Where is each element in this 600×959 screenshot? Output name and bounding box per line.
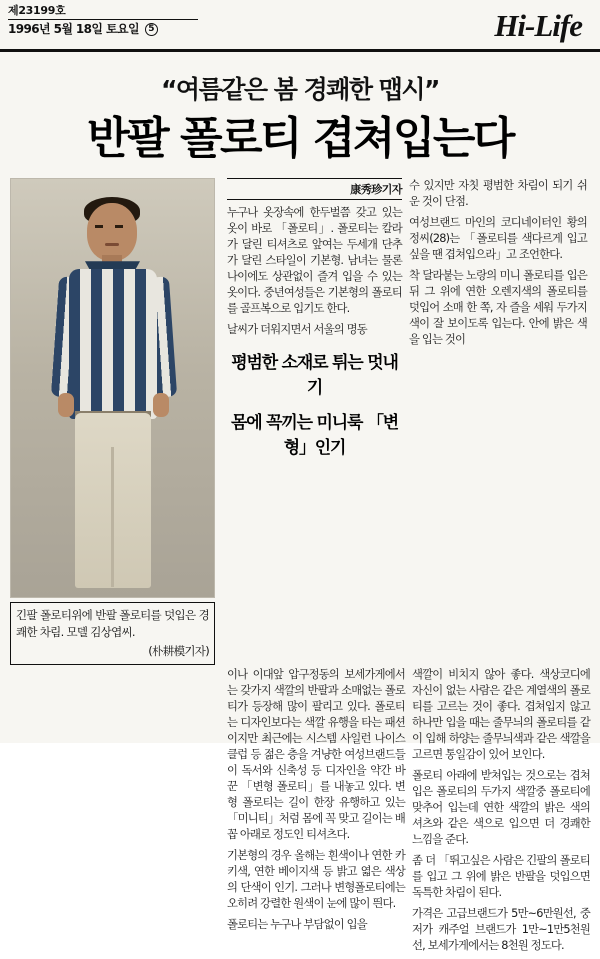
- article-upper: [0, 174, 600, 665]
- model-illustration: [53, 197, 173, 597]
- headline-kicker: “여름같은 봄 경쾌한 맵시”: [161, 75, 439, 104]
- model-hand-left: [58, 393, 74, 417]
- issue-number: 제23199호: [8, 4, 66, 17]
- photo-caption-text: 긴팔 폴로티위에 반팔 폴로티를 덧입은 경쾌한 차림. 모델 김상엽씨.: [16, 608, 209, 640]
- paragraph: 폴로티는 누구나 부담없이 입을: [227, 918, 367, 932]
- article-column-middle: [227, 178, 402, 665]
- article-photo: [10, 178, 215, 598]
- issue-date-row: [8, 19, 198, 37]
- lower-spacer-column: [10, 667, 220, 959]
- headline-zone: [0, 52, 600, 174]
- issue-date: 1996년 5월 18일 토요일: [8, 21, 139, 36]
- photo-column: [10, 178, 220, 665]
- paragraph: 여성브랜드 마인의 코디네이터인 황의정씨(28)는 「폴로티를 색다르게 입고 싶을 땐 겹쳐입으라」고 조언한다.: [409, 216, 587, 262]
- model-mouth: [105, 243, 119, 246]
- paragraph: 누구나 옷장속에 한두벌쯤 갖고 있는 옷이 바로 「폴로티」. 폴로티는 칼라가 달린 티셔츠로 앞여는 두세개 단추가 달린 스타일이 기본형. 남녀는 물론 나이에도 상관없이 즐겨 입을 수 있는 옷이다. 중년여성들은 기본형의 폴로티를 골프복으로 입기도 한다.: [227, 206, 402, 316]
- paragraph: 가격은 고급브랜드가 5만~6만원선, 중저가 캐주얼 브랜드가 1만~1만5천원선, 보세가게에서는 8천원 정도다.: [412, 907, 590, 953]
- model-hand-right: [153, 393, 169, 417]
- paragraph: 색깔이 비치지 않아 좋다. 색상코디에 자신이 없는 사람은 같은 계열색의 폴로티를 고르는 것이 좋다. 겹쳐입지 않고 하나만 입을 때는 줄무늬의 폴로티를 같이 입해 하양는 줄무늬색과 같은 색깔을 고르면 통일감이 있어 보인다.: [412, 667, 590, 762]
- photo-credit: (朴耕模기자): [148, 643, 209, 658]
- headline-main: 반팔 폴로티 겹쳐입는다: [87, 113, 513, 164]
- article-byline: 康秀珍기자: [350, 183, 402, 197]
- masthead: [0, 0, 600, 52]
- paragraph: 수 있지만 자칫 평범한 차림이 되기 쉬운 것이 단점.: [409, 179, 587, 209]
- lower-column-left: [227, 667, 405, 959]
- article-column-right: [409, 178, 587, 665]
- model-trouser-seam: [111, 447, 114, 587]
- byline-rule: [227, 178, 402, 200]
- paragraph: 좀 더 「뛰고싶은 사람은 긴팔의 폴로티를 입고 그 위에 밝은 반팔을 덧입으면 독특한 차림이 된다.: [412, 854, 590, 900]
- lower-column-right: [412, 667, 590, 959]
- subhead-one: 평범한 소재로 튀는 멋내기: [231, 353, 398, 399]
- subhead-two: 몸에 꼭끼는 미니룩 「변형」인기: [231, 413, 398, 459]
- model-head: [87, 203, 137, 261]
- model-striped-polo-shirt: [69, 269, 157, 419]
- section-logo: Hi-Life: [494, 8, 582, 43]
- subhead-block: [227, 348, 402, 458]
- article-lower: [0, 667, 600, 959]
- paragraph: 착 달라붙는 노랑의 미니 폴로티를 입은 뒤 그 위에 연한 오렌지색의 폴로티를 덧입어 소매 한 쪽, 자 즐을 세워 두가지 색이 잘 보이도록 입는다. 안에 밝은 색을 입는 것이: [409, 269, 587, 347]
- photo-caption: [10, 602, 215, 665]
- page-number-badge: 5: [145, 23, 158, 36]
- paragraph: 폴로티 아래에 받쳐입는 것으로는 겹쳐입은 폴로티의 두가지 색깔중 폴로티에 맞추어 입는데 연한 색깔의 밝은 색의 셔츠와 같은 색으로 입으면 더 경쾌한 느낌을 준다.: [412, 769, 590, 847]
- paragraph: 이나 이대앞 압구정동의 보세가게에서는 갖가지 색깔의 반팔과 소매없는 폴로티가 등장해 많이 팔리고 있다. 폴로티는 디자인보다는 색깔 유행을 타는 패션이지만 최근에는 시스템 사일런 나이스클럽 등 젊은 층을 겨냥한 여성브랜드들이 독서와 신축성 등 디자인을 약간 바꾼 「변형 폴로티」를 내놓고 있다. 변형 폴로티는 길이 한장 유행하고 있는 「미니티」처럼 몸에 꼭 맞고 길이는 배꼽 아래로 정도인 티셔츠다.: [227, 667, 405, 842]
- paragraph: 기본형의 경우 올해는 흰색이나 연한 카키색, 연한 베이지색 등 밝고 엷은 색상의 단색이 인기. 그러나 변형폴로티에는 오히려 강렬한 원색이 눈에 많이 띈다.: [227, 849, 405, 911]
- model-eye-left: [95, 225, 103, 228]
- model-eye-right: [115, 225, 123, 228]
- paragraph: 날씨가 더워지면서 서울의 명동: [227, 323, 367, 337]
- masthead-left: [8, 4, 198, 37]
